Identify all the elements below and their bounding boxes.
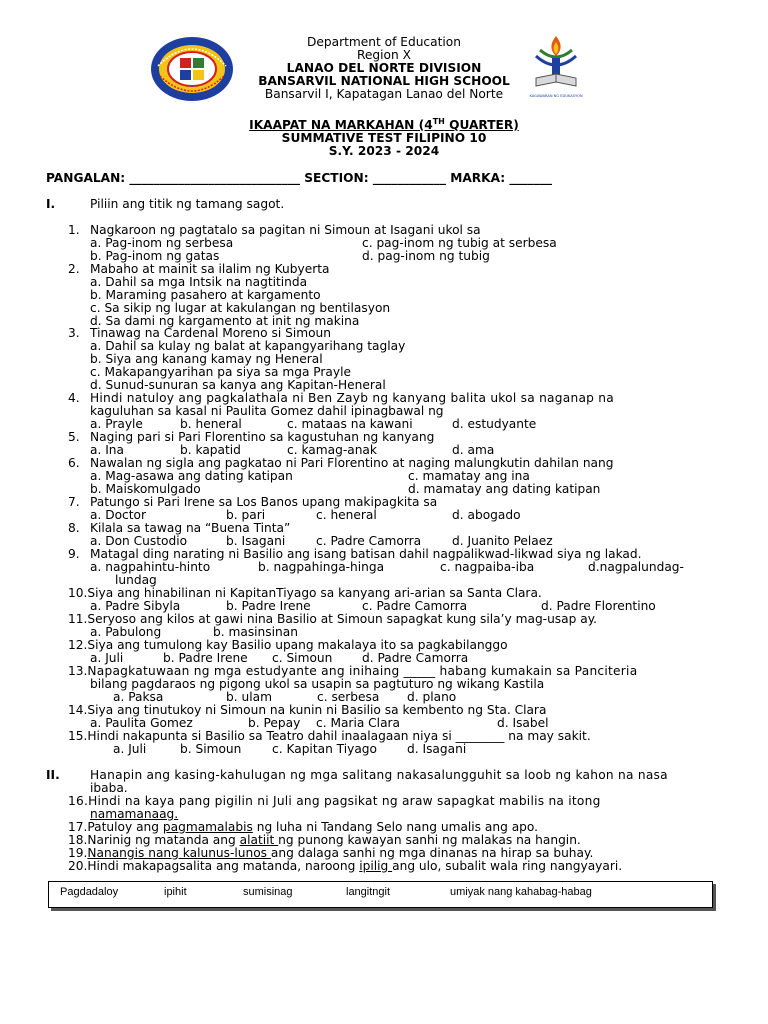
q7-option-a: a. Doctor bbox=[90, 508, 147, 522]
q12-option-d: d. Padre Camorra bbox=[362, 651, 469, 665]
q1-question: Nagkaroon ng pagtatalo sa pagitan ni Simoun at Isagani ukol sa bbox=[90, 223, 481, 237]
q20-text-pre: 20.Hindi makapagsalita ang matanda, naroong bbox=[68, 859, 360, 873]
choice-1: Pagdadaloy bbox=[60, 886, 119, 898]
student-info-fields: PANGALAN: ____________________________ SECTION: ____________ MARKA: _______ bbox=[46, 171, 553, 185]
q19-text-pre: 19. bbox=[68, 846, 88, 860]
q11-question: 11.Seryoso ang kilos at gawi nina Basilio at Simoun sapagkat kung sila’y mag-usap ay. bbox=[68, 612, 598, 626]
q10-option-d: d. Padre Florentino bbox=[541, 599, 656, 613]
q10-text: Siya ang hinabilinan ni KapitanTiyago sa kanyang ari-arian sa Santa Clara. bbox=[87, 586, 542, 600]
q1-option-c: c. pag-inom ng tubig at serbesa bbox=[362, 236, 557, 250]
q13-option-d: d. plano bbox=[407, 690, 457, 704]
q9-number: 9. bbox=[68, 547, 80, 561]
region-line: Region X bbox=[357, 48, 411, 62]
department-line: Department of Education bbox=[307, 35, 461, 49]
q7-option-d: d. abogado bbox=[452, 508, 521, 522]
division-line: LANAO DEL NORTE DIVISION bbox=[286, 61, 482, 75]
deped-logo bbox=[526, 34, 586, 102]
q12-option-b: b. Padre Irene bbox=[163, 651, 248, 665]
q14-option-a: a. Paulita Gomez bbox=[90, 716, 193, 730]
q17-text-post: ng luha ni Tandang Selo nang umalis ang apo. bbox=[252, 820, 539, 834]
test-title: SUMMATIVE TEST FILIPINO 10 bbox=[281, 131, 487, 145]
q13-option-a: a. Paksa bbox=[113, 690, 164, 704]
q16-text: 16.Hindi na kaya pang pigilin ni Juli ang pagsikat ng araw sapagkat mabilis na itong bbox=[68, 794, 601, 808]
quarter-title-text: IKAAPAT NA MARKAHAN (4 bbox=[249, 118, 433, 132]
q5-option-b: b. kapatid bbox=[180, 443, 241, 457]
q4-option-d: d. estudyante bbox=[452, 417, 537, 431]
q5-question: Naging pari si Pari Florentino sa kagustuhan ng kanyang bbox=[90, 430, 435, 444]
q9-option-b: b. nagpahinga-hinga bbox=[258, 560, 385, 574]
choice-3: sumisinag bbox=[243, 886, 293, 898]
choice-2: ipihit bbox=[164, 886, 187, 898]
q14-question: 14.Siya ang tinutukoy ni Simoun na kunin ni Basilio sa kembento ng Sta. Clara bbox=[68, 703, 547, 717]
q6-option-b: b. Maiskomulgado bbox=[90, 482, 201, 496]
q3-option-a: a. Dahil sa kulay ng balat at kapangyarihang taglay bbox=[90, 339, 406, 353]
q18-underlined-word: alatiit bbox=[239, 833, 279, 847]
part1-instruction: Piliin ang titik ng tamang sagot. bbox=[90, 197, 285, 211]
q3-question: Tinawag na Cardenal Moreno si Simoun bbox=[90, 326, 331, 340]
q7-number: 7. bbox=[68, 495, 80, 509]
q4-option-c: c. mataas na kawani bbox=[287, 417, 413, 431]
q10-option-c: c. Padre Camorra bbox=[362, 599, 468, 613]
q20-underlined-word: ipilig bbox=[359, 859, 393, 873]
q2-option-d: d. Sa dami ng kargamento at init ng makina bbox=[90, 314, 360, 328]
q14-option-b: b. Pepay bbox=[248, 716, 301, 730]
q13-option-c: c. serbesa bbox=[317, 690, 380, 704]
q3-option-c: c. Makapangyarihan pa siya sa mga Prayle bbox=[90, 365, 352, 379]
q5-option-d: d. ama bbox=[452, 443, 495, 457]
q1-option-b: b. Pag-inom ng gatas bbox=[90, 249, 220, 263]
q1-option-a: a. Pag-inom ng serbesa bbox=[90, 236, 234, 250]
address-line: Bansarvil I, Kapatagan Lanao del Norte bbox=[264, 87, 504, 101]
q12-text: Siya ang tumulong kay Basilio upang makalaya ito sa pagkabilanggo bbox=[87, 638, 508, 652]
q10-question: 10.Siya ang hinabilinan ni KapitanTiyago sa kanyang ari-arian sa Santa Clara. bbox=[68, 586, 542, 600]
q17-underlined-word: pagmamalabis bbox=[162, 820, 253, 834]
q1-option-d: d. pag-inom ng tubig bbox=[362, 249, 490, 263]
q8-question: Kilala sa tawag na “Buena Tinta” bbox=[90, 521, 291, 535]
q13-option-b: b. ulam bbox=[226, 690, 272, 704]
q4-option-a: a. Prayle bbox=[90, 417, 143, 431]
q6-option-d: d. mamatay ang dating katipan bbox=[408, 482, 601, 496]
q20-question bbox=[68, 860, 622, 873]
q15-option-b: b. Simoun bbox=[180, 742, 242, 756]
q16-underlined-word: namamanaag. bbox=[90, 807, 179, 821]
q11-text: Seryoso ang kilos at gawi nina Basilio at Simoun sapagkat kung sila’y mag-usap ay. bbox=[87, 612, 598, 626]
q20-text-post: ang ulo, subalit wala ring nangyayari. bbox=[392, 859, 623, 873]
q13-question-line1: 13.Napagkatuwaan ng mga estudyante ang inihaing _____ habang kumakain sa Panciteria bbox=[68, 664, 638, 678]
q12-option-c: c. Simoun bbox=[272, 651, 333, 665]
q11-option-b: b. masinsinan bbox=[213, 625, 298, 639]
q15-text: Hindi nakapunta si Basilio sa Teatro dahil inaalagaan niya si ________ na may sakit. bbox=[87, 729, 591, 743]
q4-question-line2: kaguluhan sa kasal ni Paulita Gomez dahil ipinagbawal ng bbox=[90, 404, 444, 418]
part2-numeral: II. bbox=[46, 768, 60, 782]
q9-option-d: d.nagpalundag- bbox=[588, 560, 684, 574]
q14-option-d: d. Isabel bbox=[497, 716, 549, 730]
q9-option-d-cont: lundag bbox=[115, 573, 157, 587]
q17-text-pre: 17.Patuloy ang bbox=[68, 820, 163, 834]
q12-question: 12.Siya ang tumulong kay Basilio upang makalaya ito sa pagkabilanggo bbox=[68, 638, 508, 652]
q18-text-post: ng punong kawayan sanhi ng malakas na hangin. bbox=[278, 833, 581, 847]
q8-option-d: d. Juanito Pelaez bbox=[452, 534, 553, 548]
q15-question: 15.Hindi nakapunta si Basilio sa Teatro dahil inaalagaan niya si ________ na may sakit. bbox=[68, 729, 591, 743]
q9-option-c: c. nagpaiba-iba bbox=[440, 560, 535, 574]
q7-question: Patungo si Pari Irene sa Los Banos upang makipagkita sa bbox=[90, 495, 438, 509]
q19-underlined-word: Nanangis nang kalunus-lunos bbox=[87, 846, 271, 860]
q14-text: Siya ang tinutukoy ni Simoun na kunin ni Basilio sa kembento ng Sta. Clara bbox=[87, 703, 547, 717]
school-year: S.Y. 2023 - 2024 bbox=[328, 144, 440, 158]
q9-option-a: a. nagpahintu-hinto bbox=[90, 560, 211, 574]
q15-option-c: c. Kapitan Tiyago bbox=[272, 742, 377, 756]
q3-option-d: d. Sunud-sunuran sa kanya ang Kapitan-Heneral bbox=[90, 378, 386, 392]
q2-number: 2. bbox=[68, 262, 80, 276]
q5-number: 5. bbox=[68, 430, 80, 444]
q8-option-a: a. Don Custodio bbox=[90, 534, 188, 548]
q9-question: Matagal ding narating ni Basilio ang isang batisan dahil nagpalikwad-likwad siya ng lakad. bbox=[90, 547, 642, 561]
q5-option-a: a. Ina bbox=[90, 443, 125, 457]
q8-option-c: c. Padre Camorra bbox=[316, 534, 422, 548]
choice-4: langitngit bbox=[346, 886, 391, 898]
choice-5: umiyak nang kahabag-habag bbox=[450, 886, 592, 898]
q6-option-a: a. Mag-asawa ang dating katipan bbox=[90, 469, 293, 483]
q3-option-b: b. Siya ang kanang kamay ng Heneral bbox=[90, 352, 323, 366]
q6-number: 6. bbox=[68, 456, 80, 470]
q7-option-c: c. heneral bbox=[316, 508, 377, 522]
q2-option-a: a. Dahil sa mga Intsik na nagtitinda bbox=[90, 275, 308, 289]
q7-option-b: b. pari bbox=[226, 508, 266, 522]
svg-text:KAGAWARAN NG EDUKASYON: KAGAWARAN NG EDUKASYON bbox=[529, 94, 583, 98]
q10-option-a: a. Padre Sibyla bbox=[90, 599, 181, 613]
q19-text-post: ang dalaga sanhi ng mga dinanas na hirap sa buhay. bbox=[270, 846, 594, 860]
q3-number: 3. bbox=[68, 326, 80, 340]
q8-option-b: b. Isagani bbox=[226, 534, 286, 548]
q2-option-c: c. Sa sikip ng lugar at kakulangan ng bentilasyon bbox=[90, 301, 391, 315]
q15-option-a: a. Juli bbox=[113, 742, 147, 756]
school-line: BANSARVIL NATIONAL HIGH SCHOOL bbox=[258, 74, 510, 88]
q15-option-d: d. Isagani bbox=[407, 742, 467, 756]
q11-option-a: a. Pabulong bbox=[90, 625, 162, 639]
quarter-title-text-end: QUARTER) bbox=[444, 118, 519, 132]
q18-text-pre: 18.Narinig ng matanda ang bbox=[68, 833, 240, 847]
part2-instruction-line1: Hanapin ang kasing-kahulugan ng mga salitang nakasalungguhit sa loob ng kahon na nasa bbox=[90, 768, 668, 782]
q8-number: 8. bbox=[68, 521, 80, 535]
q14-option-c: c. Maria Clara bbox=[316, 716, 401, 730]
q1-number: 1. bbox=[68, 223, 80, 237]
q6-question: Nawalan ng sigla ang pagkatao ni Pari Florentino at naging malungkutin dahilan nang bbox=[90, 456, 614, 470]
q2-question: Mabaho at mainit sa ilalim ng Kubyerta bbox=[90, 262, 330, 276]
q5-option-c: c. kamag-anak bbox=[287, 443, 377, 457]
q6-option-c: c. mamatay ang ina bbox=[408, 469, 530, 483]
q4-question-line1: Hindi natuloy ang pagkalathala ni Ben Zayb ng kanyang balita ukol sa naganap na bbox=[90, 391, 614, 405]
q10-option-b: b. Padre Irene bbox=[226, 599, 311, 613]
q13-text: Napagkatuwaan ng mga estudyante ang inihaing _____ habang kumakain sa Panciteria bbox=[87, 664, 638, 678]
part2-instruction-line2: ibaba. bbox=[90, 781, 128, 795]
q12-option-a: a. Juli bbox=[90, 651, 124, 665]
q2-option-b: b. Maraming pasahero at kargamento bbox=[90, 288, 321, 302]
quarter-title-sup: TH bbox=[432, 117, 445, 126]
q4-number: 4. bbox=[68, 391, 80, 405]
q13-question-line2: bilang pagdaraos ng pigong ukol sa usapin sa pagtuturo ng wikang Kastila bbox=[90, 677, 545, 691]
part1-numeral: I. bbox=[46, 197, 56, 211]
q4-option-b: b. heneral bbox=[180, 417, 242, 431]
